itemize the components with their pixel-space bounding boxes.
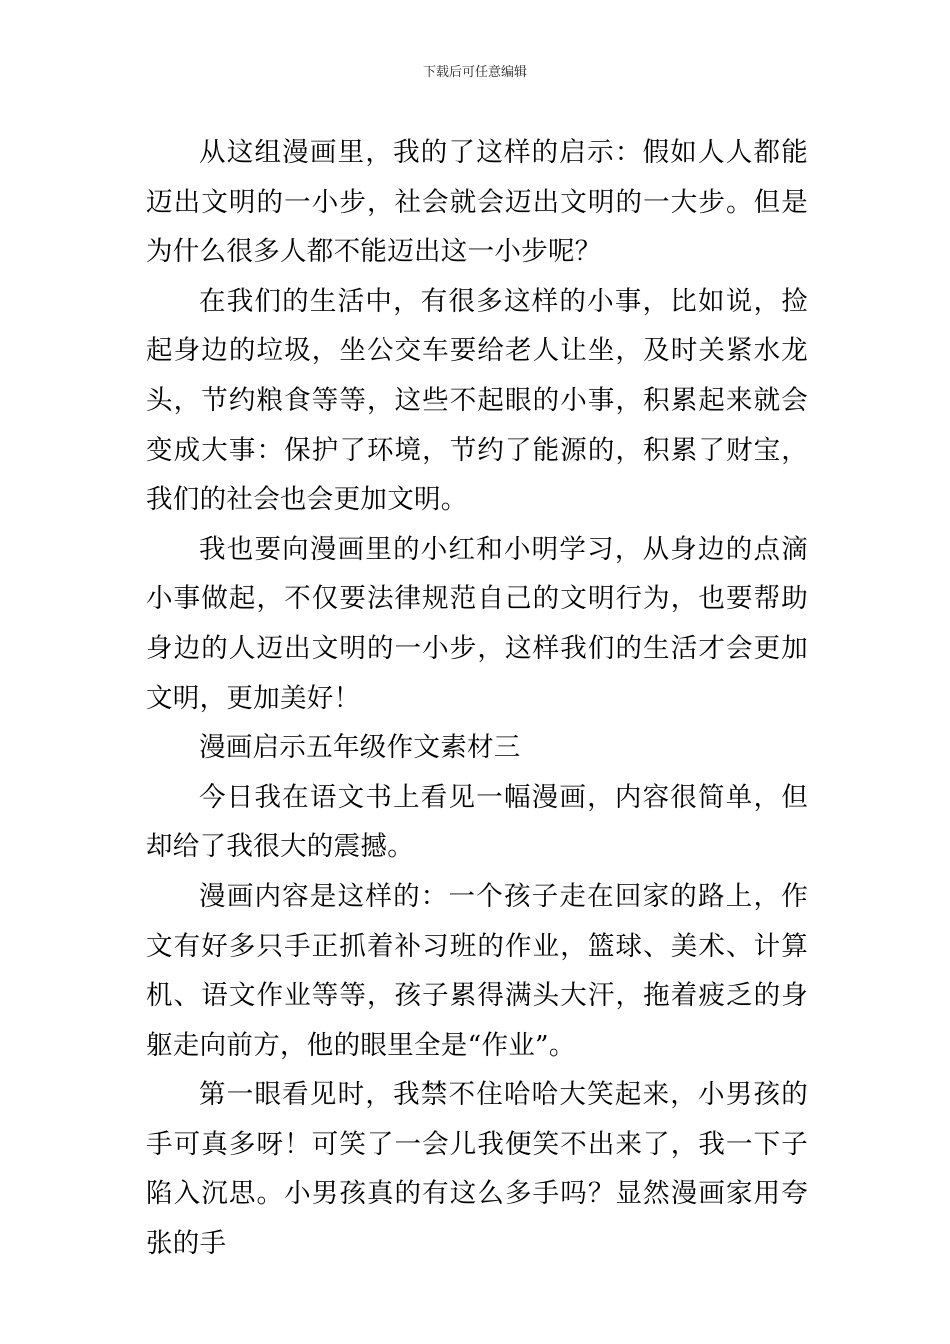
paragraph-2: 在我们的生活中，有很多这样的小事，比如说，捡起身边的垃圾，坐公交车要给老人让坐，及时关紧水龙头，节约粮食等等，这些不起眼的小事，积累起来就会变成大事：保护了环境，节约了能源的，积累了财宝，我们的社会也会更加文明。	[146, 285, 808, 516]
paragraph-6: 第一眼看见时，我禁不住哈哈大笑起来，小男孩的手可真多呀！可笑了一会儿我便笑不出来了，我一下子陷入沉思。小男孩真的有这么多手吗？显然漫画家用夸张的手	[146, 1079, 808, 1260]
document-body	[146, 128, 808, 1269]
paragraph-5: 漫画内容是这样的：一个孩子走在回家的路上，作文有好多只手正抓着补习班的作业，篮球、美术、计算机、语文作业等等，孩子累得满头大汗，拖着疲乏的身躯走向前方，他的眼里全是“作业”。	[146, 880, 808, 1061]
section-heading: 漫画启示五年级作文素材三	[199, 732, 521, 764]
paragraph-4: 今日我在语文书上看见一幅漫画，内容很简单，但却给了我很大的震撼。	[146, 781, 808, 863]
page-header-note: 下载后可任意编辑	[422, 65, 527, 80]
paragraph-1: 从这组漫画里，我的了这样的启示：假如人人都能迈出文明的一小步，社会就会迈出文明的一大步。但是为什么很多人都不能迈出这一小步呢？	[146, 137, 808, 268]
paragraph-3: 我也要向漫画里的小红和小明学习，从身边的点滴小事做起，不仅要法律规范自己的文明行为，也要帮助身边的人迈出文明的一小步，这样我们的生活才会更加文明，更加美好！	[146, 533, 808, 714]
